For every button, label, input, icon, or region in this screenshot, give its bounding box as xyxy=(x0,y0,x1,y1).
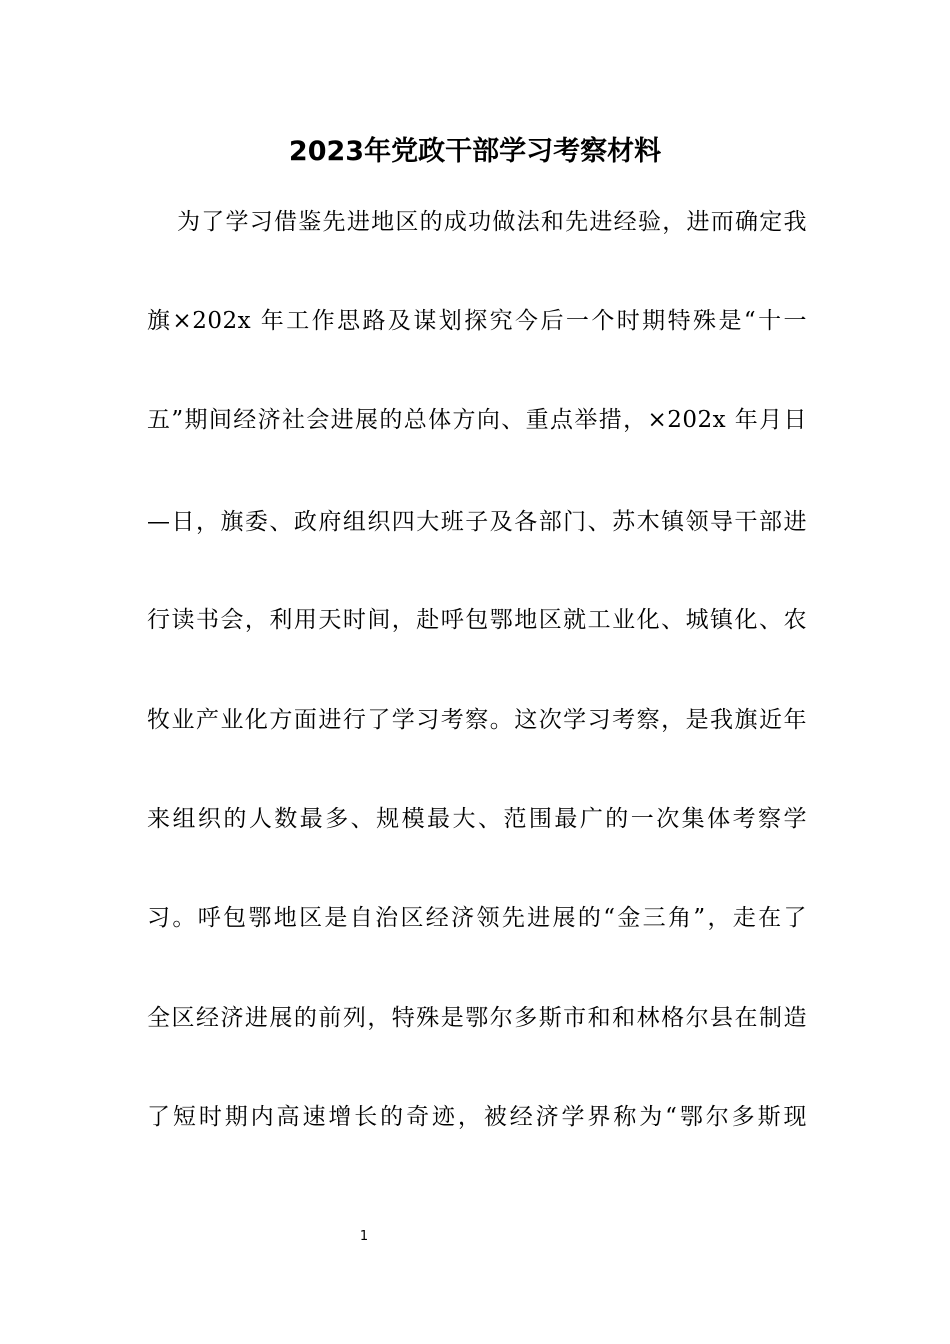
body-line: 习。呼包鄂地区是自治区经济领先进展的“金三角”，走在了 xyxy=(147,905,807,931)
page-number: 1 xyxy=(359,1229,369,1244)
body-line: 行读书会，利用天时间，赴呼包鄂地区就工业化、城镇化、农 xyxy=(147,607,807,633)
body-line: 为了学习借鉴先进地区的成功做法和先进经验，进而确定我 xyxy=(177,209,807,235)
body-line: —日，旗委、政府组织四大班子及各部门、苏木镇领导干部进 xyxy=(147,509,807,535)
body-line: 旗×202x 年工作思路及谋划探究今后一个时期特殊是“十一 xyxy=(147,308,807,334)
body-line: 全区经济进展的前列，特殊是鄂尔多斯市和和林格尔县在制造 xyxy=(147,1005,807,1031)
document-title: 2023年党政干部学习考察材料 xyxy=(288,136,662,167)
body-line: 牧业产业化方面进行了学习考察。这次学习考察，是我旗近年 xyxy=(147,707,807,733)
body-line: 来组织的人数最多、规模最大、范围最广的一次集体考察学 xyxy=(147,806,807,832)
body-line: 五”期间经济社会进展的总体方向、重点举措，×202x 年月日 xyxy=(147,407,807,433)
body-line: 了短时期内高速增长的奇迹，被经济学界称为“鄂尔多斯现 xyxy=(147,1104,807,1130)
